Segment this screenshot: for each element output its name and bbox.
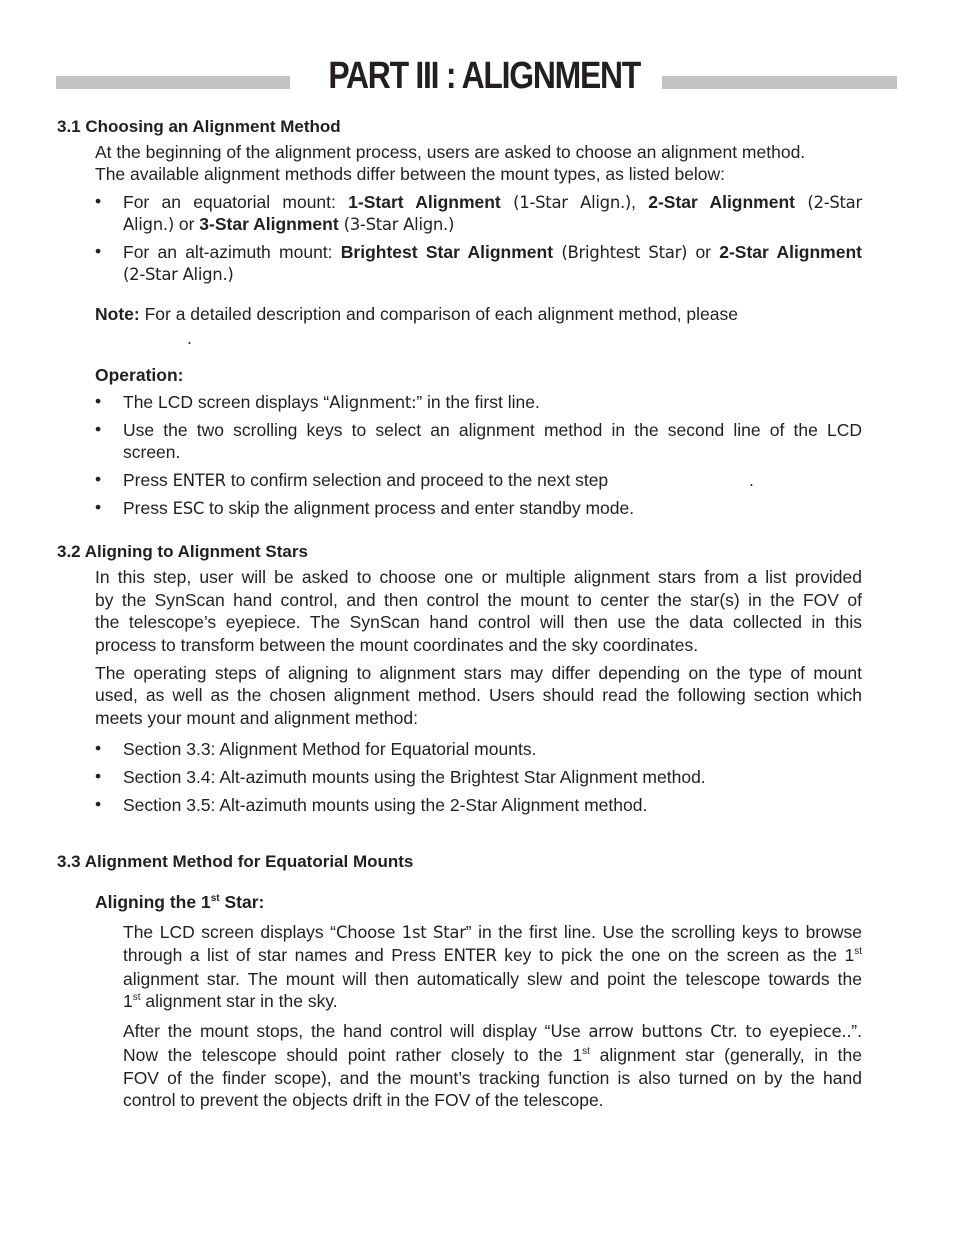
- text: Press: [123, 470, 173, 490]
- s32-p2-line-3: meets your mount and alignment method:: [95, 708, 418, 728]
- text: alignment star (generally, in the: [589, 1045, 862, 1065]
- text: The LCD screen displays “: [123, 922, 336, 942]
- s32-p1-line-3: the telescope’s eyepiece. The SynScan hand control will then use the data collected in this: [95, 612, 862, 632]
- method-name: 2-Star Alignment: [648, 192, 795, 212]
- lcd-text: Use arrow buttons Ctr. to eyepiece..: [550, 1022, 852, 1041]
- method-name: 1-Start Alignment: [348, 192, 501, 212]
- s32-p1-line-1: In this step, user will be asked to choose one or multiple alignment stars from a list provided: [95, 567, 862, 587]
- s33-p1-line-1: [123, 921, 862, 944]
- text: through a list of star names and Press: [123, 945, 444, 965]
- s33-p1-line-4: [123, 990, 338, 1012]
- text: to confirm selection and proceed to the next step: [225, 470, 609, 490]
- text: The LCD screen displays “: [123, 392, 330, 412]
- lcd-text: Choose 1st Star: [335, 923, 466, 942]
- s31-note-dot: .: [187, 328, 192, 348]
- method-short: (Brightest Star): [553, 243, 688, 262]
- s33-p1-line-3: alignment star. The mount will then automatically slew and point the telescope towards the: [123, 969, 862, 989]
- note-label: Note:: [95, 304, 140, 324]
- s33-p2-line-3: FOV of the finder scope), and the mount’s tracking function is also turned on by the hand: [123, 1068, 862, 1088]
- s31-altaz-line-1: [123, 241, 862, 264]
- s31-intro-line-2: The available alignment methods differ between the mount types, as listed below:: [95, 164, 726, 184]
- s33-subheading: [95, 891, 264, 913]
- method-name: 3-Star Alignment: [199, 214, 339, 234]
- ordinal-suffix: st: [854, 946, 863, 958]
- note-text: For a detailed description and comparison of each alignment method, please: [139, 304, 738, 324]
- method-short: (1-Star Align.): [500, 193, 632, 212]
- s31-altaz-line-2: (2-Star Align.): [123, 265, 234, 284]
- text: 1: [123, 991, 133, 1011]
- s31-intro-line-1: At the beginning of the alignment process, users are asked to choose an alignment method.: [95, 142, 806, 162]
- text: For an alt-azimuth mount:: [123, 242, 341, 262]
- s31-op-1: [123, 391, 540, 414]
- lcd-text: Alignment:: [329, 393, 417, 412]
- lcd-text: ENTER: [443, 946, 497, 965]
- text: or: [687, 242, 720, 262]
- s32-p1-line-4: process to transform between the mount coordinates and the sky coordinates.: [95, 635, 699, 655]
- s33-p1-line-2: [123, 944, 862, 967]
- title-rule-left: [56, 76, 290, 89]
- s31-op-4: [123, 497, 634, 520]
- text: key to pick the one on the screen as the 1: [496, 945, 855, 965]
- s32-bullet-3-3: Section 3.3: Alignment Method for Equatorial mounts.: [123, 739, 537, 759]
- bullet-dot: •: [95, 497, 102, 517]
- text: For an equatorial mount:: [123, 192, 349, 212]
- bullet-dot: •: [95, 766, 102, 786]
- ordinal-suffix: st: [582, 1046, 590, 1058]
- text: ” in the first line. Use the scrolling keys to browse: [465, 922, 862, 942]
- page-title-row: [56, 52, 897, 100]
- method-short: (3-Star Align.): [338, 215, 455, 234]
- s32-bullet-3-5: Section 3.5: Alt-azimuth mounts using the 2-Star Alignment method.: [123, 795, 648, 815]
- text: ” in the first line.: [416, 392, 540, 412]
- s33-p2-line-2: [123, 1044, 862, 1066]
- lcd-text: ENTER: [172, 471, 226, 490]
- text: After the mount stops, the hand control will display “: [123, 1021, 551, 1041]
- s33-p2-line-1: [123, 1020, 862, 1043]
- method-short: Align.): [123, 215, 174, 234]
- lcd-text: ESC: [172, 499, 205, 518]
- ordinal-suffix: st: [210, 893, 220, 905]
- s31-note: [95, 303, 738, 325]
- bullet-dot: •: [95, 241, 102, 261]
- s31-op-2-line-2: screen.: [123, 442, 181, 462]
- bullet-dot: •: [95, 191, 102, 211]
- s31-equatorial-line-2: [123, 213, 454, 236]
- bullet-dot: •: [95, 794, 102, 814]
- bullet-dot: •: [95, 391, 102, 411]
- s32-p2-line-2: used, as well as the chosen alignment method. Users should read the following section which: [95, 685, 862, 705]
- s31-op-3-dot: .: [749, 470, 754, 490]
- s31-equatorial-line-1: [123, 191, 862, 214]
- method-name: Brightest Star Alignment: [340, 242, 554, 262]
- method-name: 2-Star Alignment: [719, 242, 862, 262]
- text: or: [173, 214, 200, 234]
- text: to skip the alignment process and enter standby mode.: [204, 498, 635, 518]
- page-title: PART III : ALIGNMENT: [328, 55, 641, 97]
- s33-p2-line-4: control to prevent the objects drift in the FOV of the telescope.: [123, 1090, 604, 1110]
- s31-op-2-line-1: Use the two scrolling keys to select an alignment method in the second line of the LCD: [123, 420, 862, 440]
- text: Star:: [219, 892, 265, 912]
- text: Aligning the 1: [95, 892, 211, 912]
- text: Now the telescope should point rather closely to the 1: [123, 1045, 583, 1065]
- bullet-dot: •: [95, 419, 102, 439]
- bullet-dot: •: [95, 469, 102, 489]
- bullet-dot: •: [95, 738, 102, 758]
- ordinal-suffix: st: [132, 992, 141, 1004]
- method-short: (2-Star: [795, 193, 862, 212]
- section-3-1-heading: 3.1 Choosing an Alignment Method: [57, 117, 341, 136]
- text: Press: [123, 498, 173, 518]
- text: alignment star in the sky.: [140, 991, 338, 1011]
- s32-bullet-3-4: Section 3.4: Alt-azimuth mounts using the Brightest Star Alignment method.: [123, 767, 706, 787]
- section-3-2-heading: 3.2 Aligning to Alignment Stars: [57, 542, 308, 561]
- section-3-3-heading: 3.3 Alignment Method for Equatorial Mounts: [57, 852, 414, 871]
- s32-p2-line-1: The operating steps of aligning to alignment stars may differ depending on the type of mount: [95, 663, 862, 683]
- text: ”.: [851, 1021, 862, 1041]
- text: ,: [631, 192, 649, 212]
- operation-label: Operation:: [95, 365, 184, 385]
- s32-p1-line-2: by the SynScan hand control, and then control the mount to center the star(s) in the FOV of: [95, 590, 862, 610]
- s31-op-3: [123, 469, 608, 492]
- title-rule-right: [662, 76, 897, 89]
